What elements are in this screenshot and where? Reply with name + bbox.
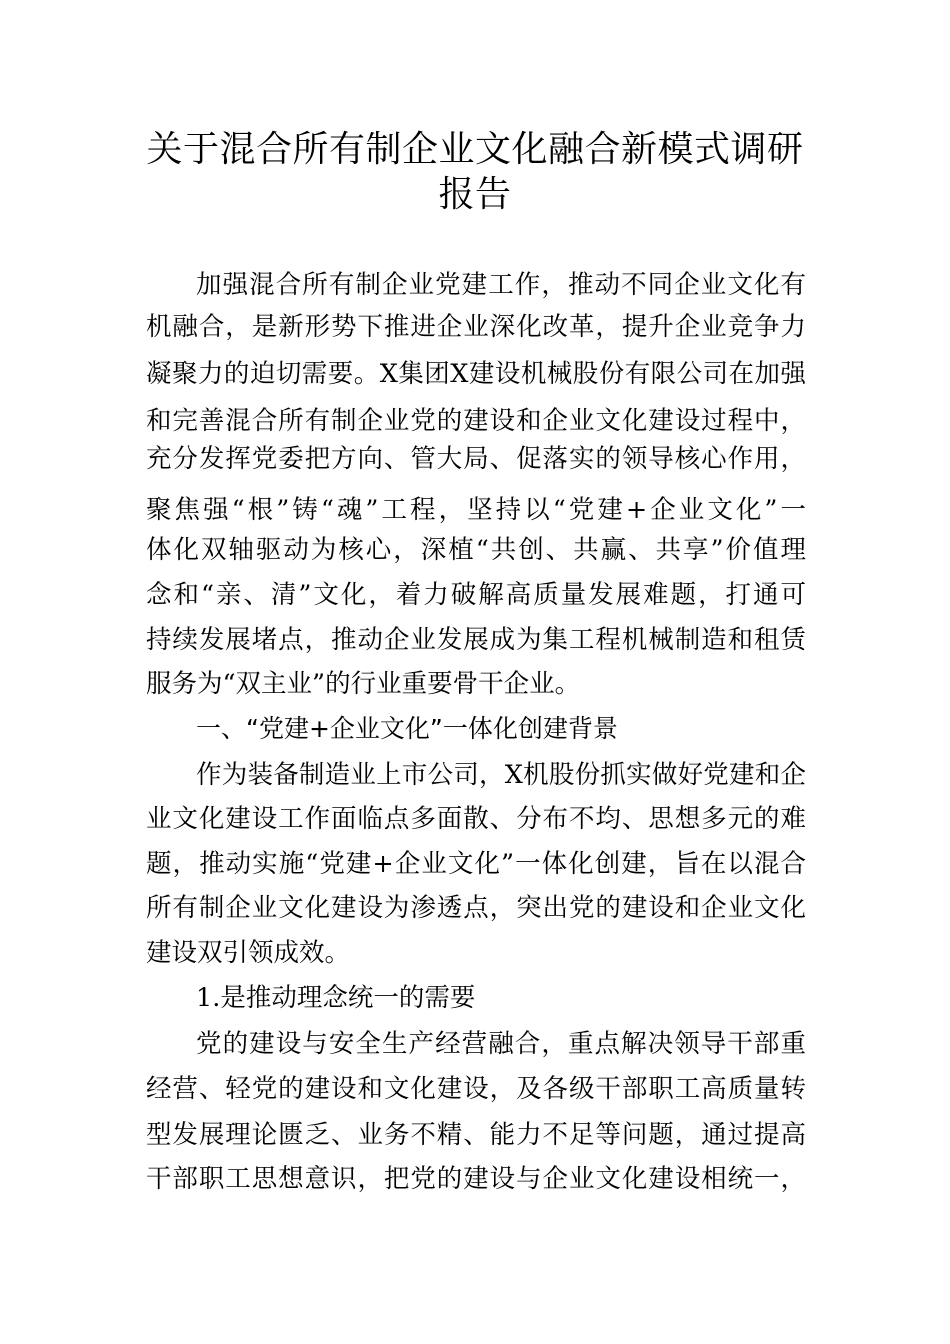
intro-paragraph-line: 服务为“双主业”的行业重要骨干企业。 <box>146 669 581 699</box>
document-title-line-1: 关于混合所有制企业文化融合新模式调研 <box>146 129 804 170</box>
intro-paragraph-line: 凝聚力的迫切需要。X集团X建设机械股份有限公司在加强 <box>146 359 806 389</box>
section-paragraph-line: 业文化建设工作面临点多面散、分布不均、思想多元的难 <box>146 804 806 834</box>
intro-paragraph-line: 加强混合所有制企业党建工作，推动不同企业文化有 <box>196 270 806 300</box>
intro-paragraph-line: 聚焦强“根”铸“魂”工程，坚持以“党建+企业文化”一 <box>146 495 806 525</box>
subsection-paragraph-line: 干部职工思想意识，把党的建设与企业文化建设相统一， <box>146 1164 806 1194</box>
intro-paragraph-line: 念和“亲、清”文化，着力破解高质量发展难题，打通可 <box>146 580 806 610</box>
intro-paragraph-line: 和完善混合所有制企业党的建设和企业文化建设过程中， <box>146 406 806 436</box>
subsection-paragraph-line: 经营、轻党的建设和文化建设，及各级干部职工高质量转 <box>146 1074 806 1104</box>
section-paragraph-line: 题，推动实施“党建+企业文化”一体化创建，旨在以混合 <box>146 849 806 879</box>
section-paragraph-line: 所有制企业文化建设为渗透点，突出党的建设和企业文化 <box>146 893 806 923</box>
section-paragraph-line: 作为装备制造业上市公司，X机股份抓实做好党建和企 <box>196 760 806 790</box>
intro-paragraph-line: 机融合，是新形势下推进企业深化改革，提升企业竞争力 <box>146 312 806 342</box>
section-heading: 一、“党建+企业文化”一体化创建背景 <box>196 714 618 743</box>
subsection-paragraph-line: 党的建设与安全生产经营融合，重点解决领导干部重 <box>196 1029 806 1059</box>
subsection-heading: 1.是推动理念统一的需要 <box>196 983 476 1013</box>
intro-paragraph-line: 体化双轴驱动为核心，深植“共创、共赢、共享”价值理 <box>146 535 806 565</box>
intro-paragraph-line: 充分发挥党委把方向、管大局、促落实的领导核心作用， <box>146 444 806 474</box>
intro-paragraph-line: 持续发展堵点，推动企业发展成为集工程机械制造和租赁 <box>146 625 806 655</box>
subsection-paragraph-line: 型发展理论匮乏、业务不精、能力不足等问题，通过提高 <box>146 1120 806 1150</box>
section-paragraph-line: 建设双引领成效。 <box>146 938 351 968</box>
document-title-line-2: 报告 <box>438 174 512 215</box>
